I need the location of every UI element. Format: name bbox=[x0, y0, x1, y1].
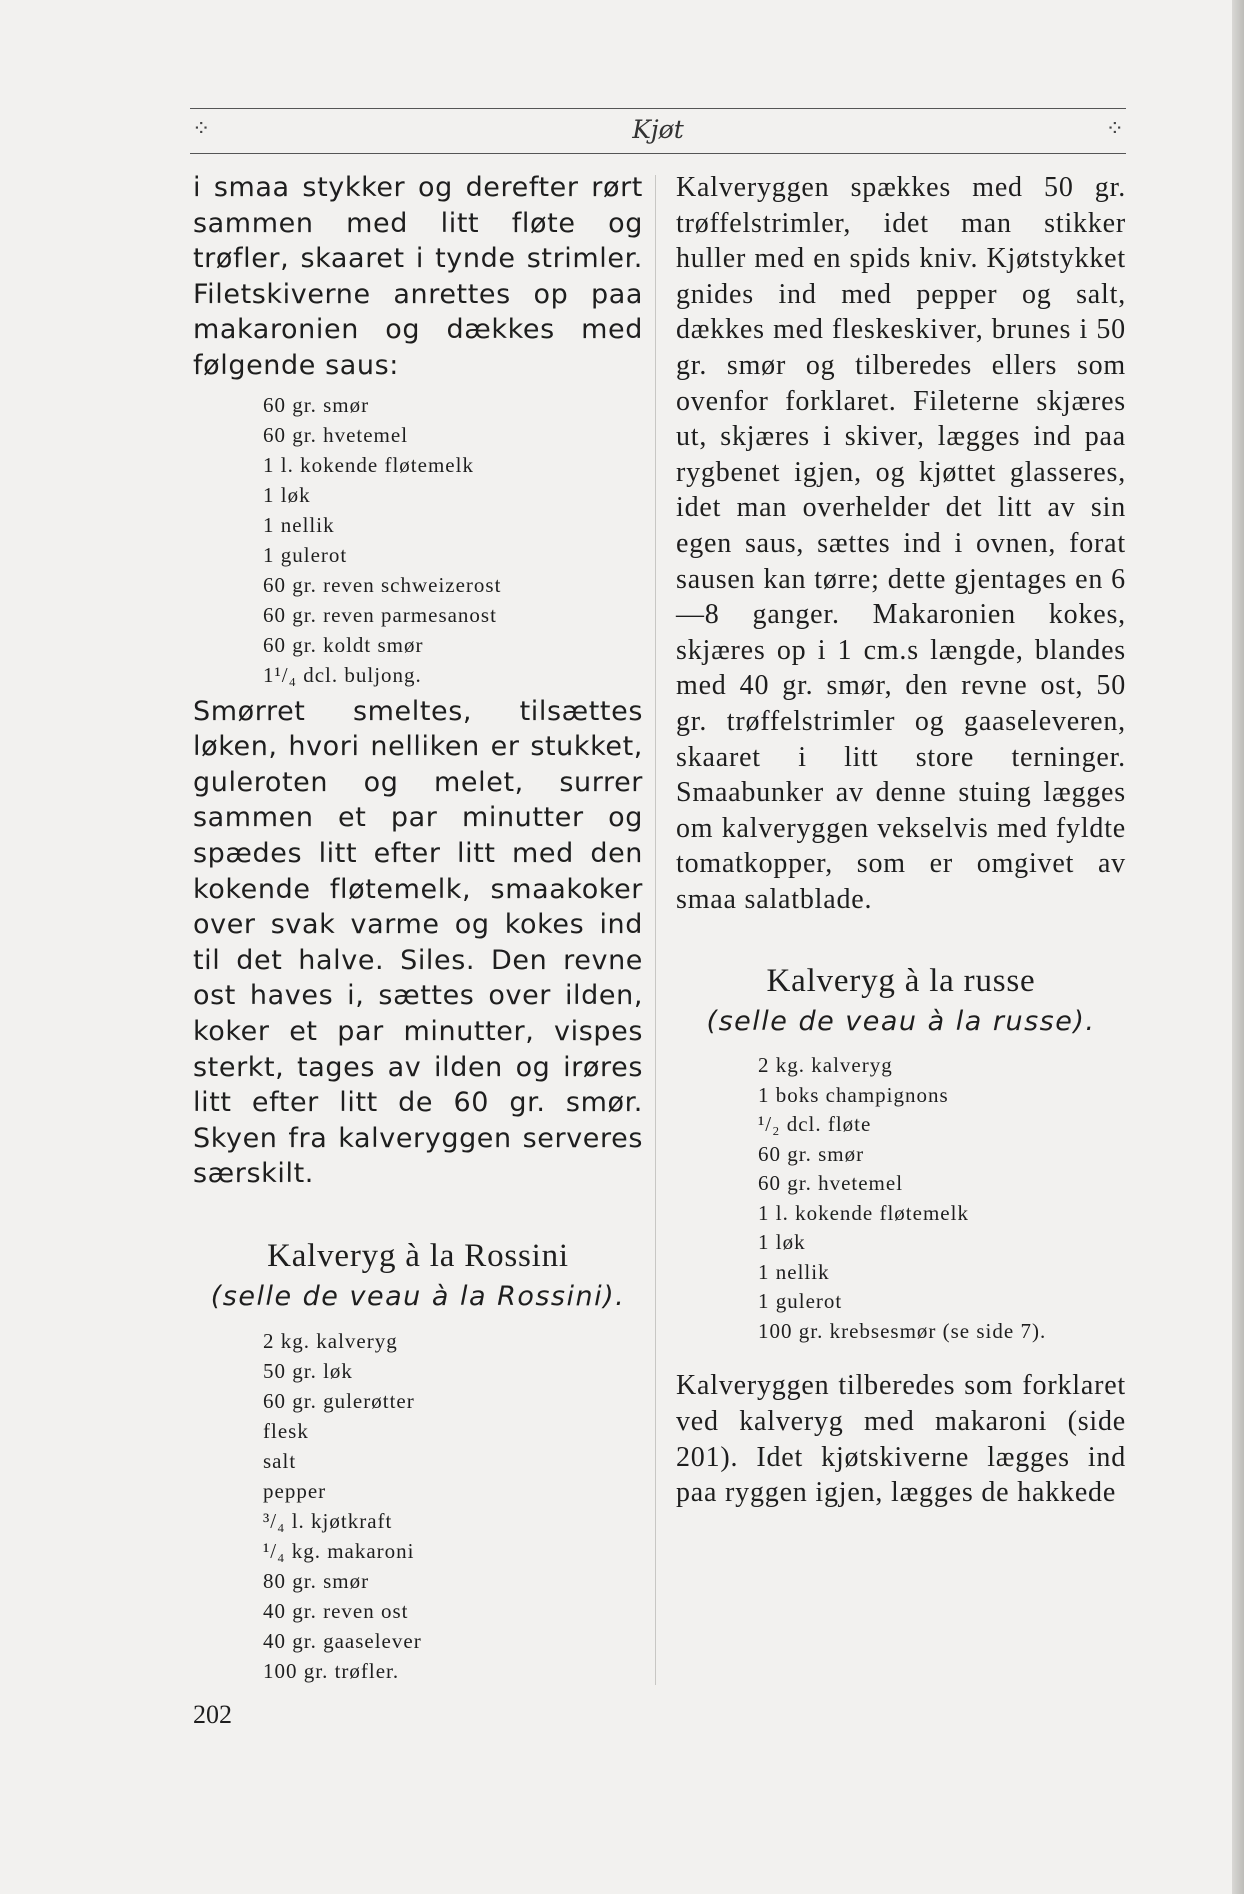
left-paragraph-1: i smaa stykker og derefter rørt sammen med litt fløte og trøfler, skaaret i tynde strimler. Filetskiverne anrettes op paa makaronien og dækkes med følgende saus: bbox=[193, 172, 643, 381]
list-item: 60 gr. reven schweizerost bbox=[263, 572, 502, 597]
list-item: 1 gulerot bbox=[758, 1289, 843, 1314]
ingredients-list-rossini bbox=[263, 1326, 643, 1686]
header-title: Kjøt bbox=[632, 115, 684, 144]
page-edge bbox=[1232, 0, 1244, 1894]
recipe-heading-russe: Kalveryg à la russe bbox=[766, 963, 1036, 1000]
running-header bbox=[190, 108, 1126, 154]
list-item: 100 gr. trøfler. bbox=[263, 1658, 400, 1683]
right-column bbox=[676, 170, 1126, 1511]
list-item: 2 kg. kalveryg bbox=[758, 1053, 893, 1078]
recipe-subheading-russe: (selle de veau à la russe). bbox=[706, 1006, 1096, 1038]
list-item: ¹/₂ dcl. fløte bbox=[758, 1112, 872, 1137]
list-item: 1 løk bbox=[758, 1230, 806, 1255]
list-item: 40 gr. reven ost bbox=[263, 1598, 409, 1623]
ingredients-list-russe bbox=[758, 1051, 1126, 1346]
list-item: pepper bbox=[263, 1478, 327, 1503]
ornament-right-icon: ⁘ bbox=[1105, 117, 1124, 142]
list-item: 2 kg. kalveryg bbox=[263, 1328, 398, 1353]
list-item: 1 l. kokende fløtemelk bbox=[758, 1200, 969, 1225]
left-column bbox=[193, 170, 643, 1690]
list-item: 1¹/₄ dcl. buljong. bbox=[263, 662, 422, 687]
recipe-heading-rossini: Kalveryg à la Rossini bbox=[267, 1237, 569, 1274]
page-number: 202 bbox=[193, 1700, 232, 1729]
recipe-subheading-rossini: (selle de veau à la Rossini). bbox=[210, 1280, 626, 1312]
list-item: 1 løk bbox=[263, 482, 311, 507]
list-item: 1 boks champignons bbox=[758, 1082, 949, 1107]
left-paragraph-2: Smørret smeltes, tilsættes løken, hvori nelliken er stukket, guleroten og melet, surrer sammen et par minutter og spædes litt efter litt med den kokende fløtemelk, smaakoker over svak varme og kokes ind til det halve. Siles. Den revne ost haves i, sættes over ilden, koker et par minutter, vispes sterkt, tages av ilden og irøres litt efter litt de 60 gr. smør. Skyen fra kalveryggen serveres særskilt. bbox=[193, 695, 643, 1190]
list-item: 1 gulerot bbox=[263, 542, 348, 567]
list-item: 50 gr. løk bbox=[263, 1358, 353, 1383]
list-item: flesk bbox=[263, 1418, 309, 1443]
list-item: 60 gr. smør bbox=[263, 392, 370, 417]
right-paragraph-2: Kalveryggen tilberedes som forklaret ved kalveryg med makaroni (side 201). Idet kjøtskiverne lægges ind paa ryggen igjen, lægges de hakkede bbox=[676, 1370, 1126, 1509]
list-item: 1 nellik bbox=[263, 512, 335, 537]
list-item: 60 gr. gulerøtter bbox=[263, 1388, 415, 1413]
right-paragraph-1: Kalveryggen spækkes med 50 gr. trøffelstrimler, idet man stikker huller med en spids kniv. Kjøtstykket gnides ind med pepper og salt, dækkes med fleskeskiver, brunes i 50 gr. smør og tilberedes ellers som ovenfor forklaret. Fileterne skjæres ut, skjæres i skiver, lægges ind paa rygbenet igjen, og kjøttet glasseres, idet man overhelder det litt av sin egen saus, sættes ind i ovnen, forat sausen kan tørre; dette gjentages en 6—8 ganger. Makaronien kokes, skjæres op i 1 cm.s længde, blandes med 40 gr. smør, den revne ost, 50 gr. trøffelstrimler og gaaseleveren, skaaret i litt store terninger. Smaabunker av denne stuing lægges om kalveryggen vekselvis med fyldte tomatkopper, som er omgivet av smaa salatblade. bbox=[676, 172, 1126, 915]
list-item: 1 nellik bbox=[758, 1259, 830, 1284]
list-item: salt bbox=[263, 1448, 297, 1473]
list-item: ³/₄ l. kjøtkraft bbox=[263, 1508, 393, 1533]
list-item: 60 gr. koldt smør bbox=[263, 632, 424, 657]
list-item: 60 gr. reven parmesanost bbox=[263, 602, 497, 627]
list-item: 1 l. kokende fløtemelk bbox=[263, 452, 474, 477]
list-item: ¹/₄ kg. makaroni bbox=[263, 1538, 415, 1563]
column-divider bbox=[655, 175, 656, 1685]
ornament-left-icon: ⁘ bbox=[192, 117, 211, 142]
ingredients-list-sauce bbox=[263, 390, 643, 690]
list-item: 60 gr. smør bbox=[758, 1141, 865, 1166]
list-item: 60 gr. hvetemel bbox=[758, 1171, 904, 1196]
list-item: 60 gr. hvetemel bbox=[263, 422, 409, 447]
list-item: 80 gr. smør bbox=[263, 1568, 370, 1593]
list-item: 100 gr. krebsesmør (se side 7). bbox=[758, 1318, 1047, 1343]
list-item: 40 gr. gaaselever bbox=[263, 1628, 422, 1653]
